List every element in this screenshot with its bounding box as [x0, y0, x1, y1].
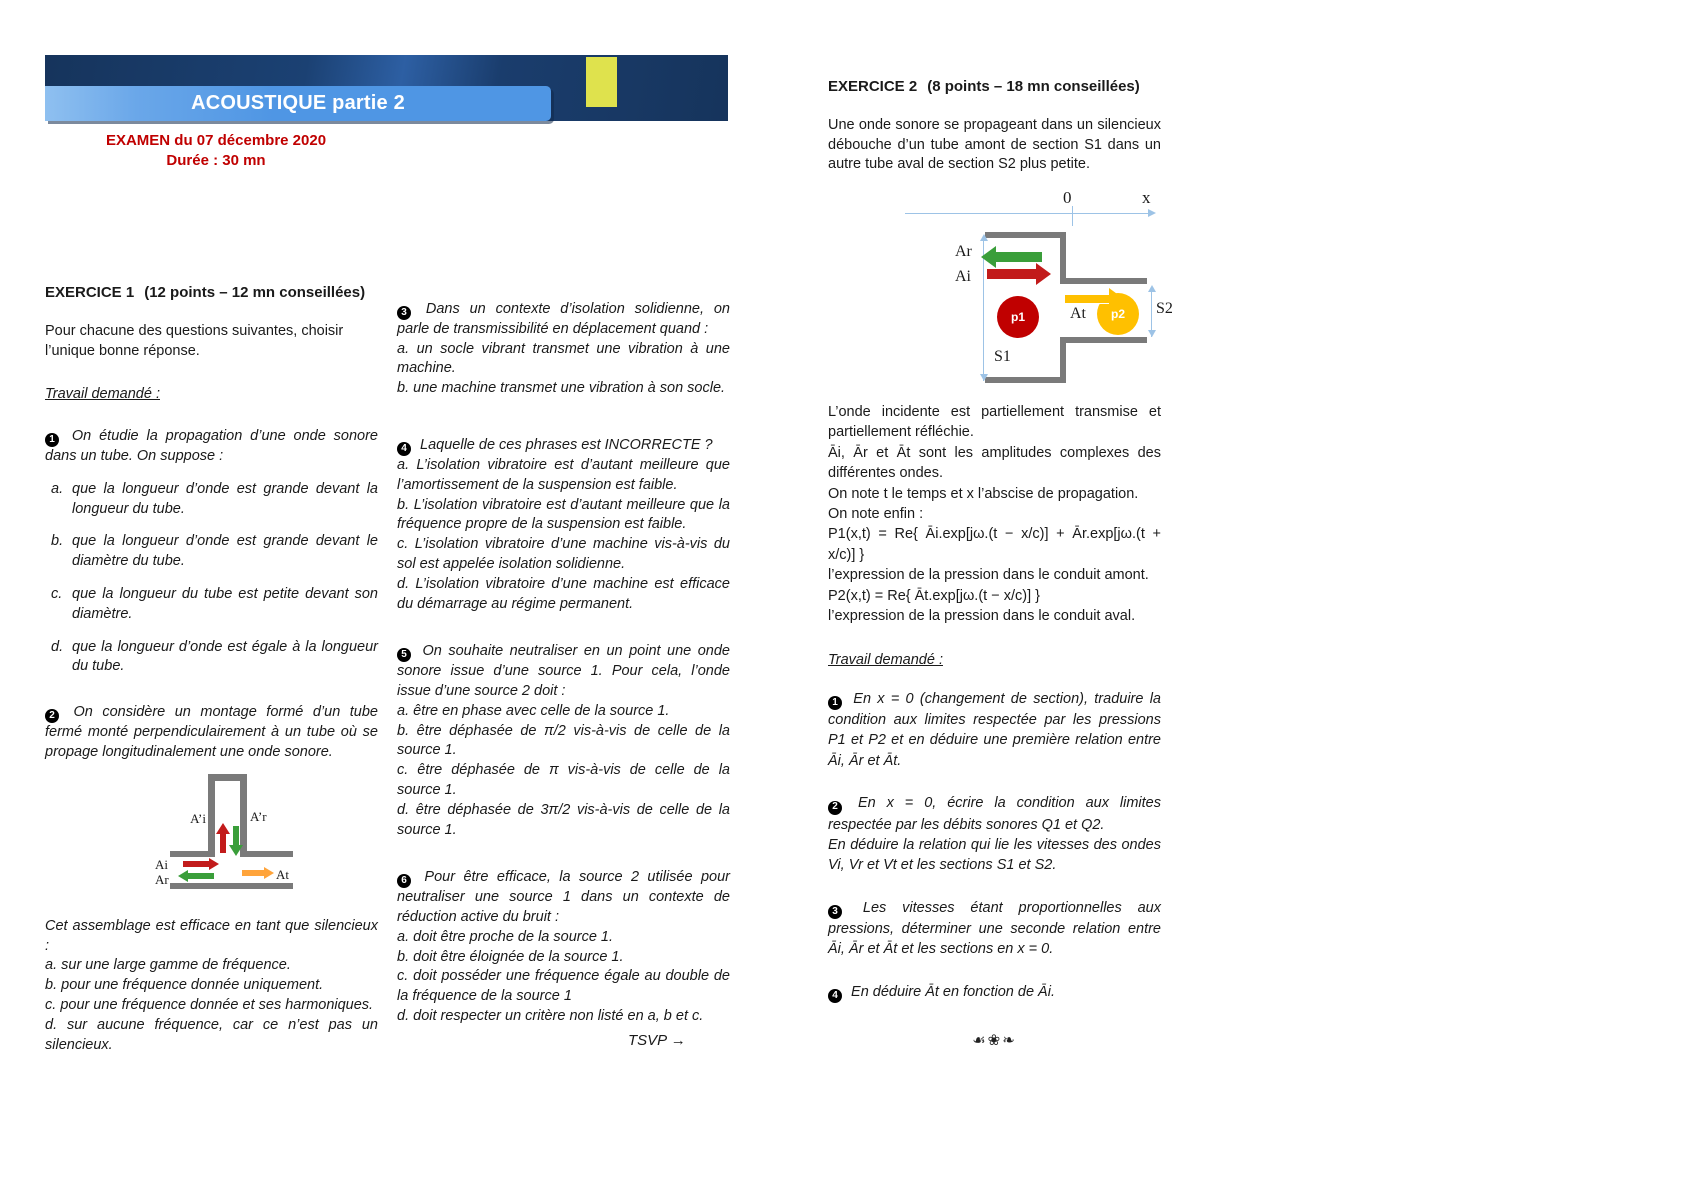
ex2-q2-number-bullet: 2: [828, 801, 842, 815]
exercice1-label: EXERCICE 1: [45, 284, 135, 301]
q6-number-bullet: 6: [397, 874, 411, 888]
q5-block: [397, 642, 730, 840]
ex2-para4: On note enfin :: [828, 506, 924, 523]
incident-up-arrow-shaft: [220, 833, 226, 853]
ex2-q3-text: 3 Les vitesses étant proportionnelles aux pressions, déterminer une seconde relation entre Āi, Ār et Āt et les sections en x = 0.: [828, 899, 1161, 958]
q2-number-bullet: 2: [45, 709, 59, 723]
step-upper-wall: [1060, 232, 1066, 284]
ex2-q2-text2: En déduire la relation qui lie les vitesses des ondes Vi, Vr et Vt et les sections S1 et S2.: [828, 836, 1161, 874]
x-axis-arrow-icon: [1148, 209, 1156, 217]
tsvp-arrow-icon: →: [670, 1032, 686, 1049]
tube-left-wall: [208, 774, 215, 857]
ar-reflected-arrow-icon: [981, 246, 996, 268]
q3-number-bullet: 3: [397, 306, 411, 320]
ex2-body: [828, 402, 1161, 1051]
q4-text: 4 Laquelle de ces phrases est INCORRECTE ?: [397, 436, 730, 456]
ex2-q1-text: 1 En x = 0 (changement de section), traduire la condition aux limites respectée par les pressions P1 et P2 et en déduire une première relation entre Āi, Ār et Āt.: [828, 690, 1161, 769]
s1-bottom-wall: [985, 377, 1066, 383]
left-page-column-1: [45, 283, 378, 1055]
duct-top-wall-right: [247, 851, 293, 857]
exercice2-points: (8 points – 18 mn conseillées): [927, 78, 1140, 95]
origin-tick: [1072, 206, 1073, 226]
q3-text: 3 Dans un contexte d’isolation solidienne, on parle de transmissibilité en déplacement quand :: [397, 301, 730, 337]
reflected-down-arrow-icon: [229, 845, 243, 856]
q1-options: [45, 480, 378, 677]
q1-option-b: b. que la longueur d’onde est grande devant le diamètre du tube.: [51, 533, 378, 570]
p2-label: p2: [1110, 307, 1125, 321]
q6-option-c: c. doit posséder une fréquence égale au double de la fréquence de la source 1: [397, 968, 730, 1005]
q6-text: 6 Pour être efficace, la source 2 utilisée pour neutraliser une source 1 dans un contexte de réduction active du bruit :: [397, 869, 730, 926]
q2-option-c: c. pour une fréquence donnée et ses harmoniques.: [45, 996, 374, 1013]
q4-option-b: b. L’isolation vibratoire est d’autant meilleure que la fréquence propre de la suspension est faible.: [397, 496, 730, 533]
p1-pressure-circle: [997, 296, 1039, 338]
ar-left-arrow-icon: [178, 870, 188, 882]
q5-number-bullet: 5: [397, 648, 411, 662]
label-a-prime-r: A’r: [250, 808, 267, 824]
ex2-duct-diagram: [870, 183, 1180, 391]
reflected-down-arrow-shaft: [233, 826, 239, 846]
q4-option-d: d. L’isolation vibratoire d’une machine est efficace du démarrage au régime permanent.: [397, 575, 730, 612]
ex2-formula2: P2(x,t) = Re{ Āt.exp[jω.(t − x/c)] }: [828, 587, 1040, 604]
at-right-arrow-icon: [264, 867, 274, 879]
ar-reflected-arrow-shaft: [996, 252, 1042, 262]
banner-yellow-accent: [586, 57, 617, 107]
q6-block: [397, 868, 730, 1026]
exercice1-heading: [45, 283, 378, 303]
q3-option-a: a. un socle vibrant transmet une vibration à une machine.: [397, 340, 730, 377]
q5-option-c: c. être déphasée de π vis-à-vis de celle de la source 1.: [397, 762, 730, 799]
label-at: At: [276, 866, 289, 882]
at-transmitted-arrow-shaft: [1065, 294, 1109, 304]
q2-option-a: a. sur une large gamme de fréquence.: [45, 957, 291, 974]
exercice1-points: (12 points – 12 mn conseillées): [144, 284, 366, 301]
exam-info: [45, 131, 387, 171]
ar-label: Ar: [955, 243, 972, 260]
q1-option-c: c. que la longueur du tube est petite devant son diamètre.: [51, 586, 378, 622]
q2-option-d: d. sur aucune fréquence, car ce n’est pas un silencieux.: [45, 1016, 378, 1053]
ex2-para3: On note t le temps et x l’abscise de propagation.: [828, 485, 1139, 502]
s2-dim-arrow-up-icon: [1148, 285, 1156, 292]
ex2-formula1-caption: l’expression de la pression dans le conduit amont.: [828, 567, 1149, 584]
duct-top-wall-left: [170, 851, 208, 857]
exam-date: EXAMEN du 07 décembre 2020: [105, 132, 327, 149]
ex2-q4-text: 4 En déduire Āt en fonction de Āi.: [828, 982, 1161, 1003]
travail-demande-1: Travail demandé :: [45, 386, 160, 403]
exercice2-heading: [828, 77, 1161, 97]
p1-label: p1: [1010, 310, 1025, 324]
axis-origin-label: 0: [1063, 188, 1072, 207]
tsvp-note: [628, 1032, 686, 1049]
ai-label: Ai: [955, 268, 971, 285]
q1-text: 1 On étudie la propagation d’une onde sonore dans un tube. On suppose :: [45, 428, 378, 465]
exam-duration: Durée : 30 mn: [166, 152, 266, 169]
at-right-arrow-shaft: [242, 870, 264, 876]
ar-left-arrow-shaft: [188, 873, 214, 879]
s1-label: S1: [994, 348, 1011, 365]
q4-number-bullet: 4: [397, 442, 411, 456]
at-label: At: [1070, 305, 1086, 322]
s1-top-wall: [985, 232, 1066, 238]
tsvp-label: TSVP: [628, 1032, 667, 1049]
exercice2-label: EXERCICE 2: [828, 78, 918, 95]
q5-text: 5 On souhaite neutraliser en un point une onde sonore issue d’une source 1. Pour cela, l’onde issue d’une source 2 doit :: [397, 643, 730, 700]
ai-incident-arrow-shaft: [987, 269, 1036, 279]
ex2-q2-text: 2 En x = 0, écrire la condition aux limites respectée par les débits sonores Q1 et Q2.: [828, 795, 1161, 833]
at-transmitted-arrow-icon: [1109, 288, 1124, 310]
s2-top-wall: [1060, 278, 1147, 284]
q2-statement-block: [45, 917, 378, 1056]
q1-option-d: d. que la longueur d’onde est égale à la longueur du tube.: [51, 638, 378, 675]
label-ai: Ai: [155, 856, 168, 872]
ai-incident-arrow-icon: [1036, 263, 1051, 285]
ex2-q3-number-bullet: 3: [828, 905, 842, 919]
left-page-column-2: [397, 300, 730, 1027]
travail-demande-2: Travail demandé :: [828, 652, 943, 669]
q4-block: [397, 436, 730, 614]
end-ornament-icon: ☙❀❧: [972, 1031, 1017, 1049]
s2-dim-arrow-down-icon: [1148, 330, 1156, 337]
q2-option-b: b. pour une fréquence donnée uniquement.: [45, 977, 324, 994]
q3-option-b: b. une machine transmet une vibration à son socle.: [397, 380, 726, 397]
label-ar: Ar: [155, 871, 169, 887]
axis-x-label: x: [1142, 188, 1151, 207]
q4-option-c: c. L’isolation vibratoire d’une machine vis-à-vis du sol est appelée isolation solidienne.: [397, 536, 730, 572]
ai-right-arrow-shaft: [183, 861, 209, 867]
exercice1-intro: Pour chacune des questions suivantes, choisir l’unique bonne réponse.: [45, 322, 344, 359]
ex2-q1-number-bullet: 1: [828, 696, 842, 710]
q5-option-d: d. être déphasée de 3π/2 vis-à-vis de celle de la source 1.: [397, 801, 730, 838]
exercice2-intro: Une onde sonore se propageant dans un silencieux débouche d’un tube amont de section S1 dans un autre tube aval de section S2 plus petite.: [828, 116, 1161, 173]
q4-option-a: a. L’isolation vibratoire est d’autant meilleure que l’amortissement de la suspension est faible.: [397, 456, 730, 493]
q6-option-a: a. doit être proche de la source 1.: [397, 928, 614, 945]
ex2-formula2-caption: l’expression de la pression dans le conduit aval.: [828, 608, 1136, 625]
duct-bottom-wall: [170, 883, 293, 889]
ex2-q4-number-bullet: 4: [828, 989, 842, 1003]
q6-option-b: b. doit être éloignée de la source 1.: [397, 948, 624, 965]
q5-option-b: b. être déphasée de π/2 vis-à-vis de celle de la source 1.: [397, 722, 730, 759]
title-banner: [45, 55, 728, 121]
banner-title-bar: [45, 86, 551, 121]
s1-dim-arrow-down-icon: [980, 374, 988, 381]
q6-option-d: d. doit respecter un critère non listé en a, b et c.: [397, 1008, 704, 1025]
q2-tube-diagram: [155, 771, 307, 897]
ex2-para2: Āi, Ār et Āt sont les amplitudes complexes des différentes ondes.: [828, 444, 1161, 482]
right-page-column: [828, 77, 1161, 175]
ai-right-arrow-icon: [209, 858, 219, 870]
s2-label: S2: [1156, 300, 1173, 317]
q1-number-bullet: 1: [45, 433, 59, 447]
s1-dim-arrow-up-icon: [980, 234, 988, 241]
s2-bottom-wall: [1060, 337, 1147, 343]
q1-option-a: a. que la longueur d’onde est grande devant la longueur du tube.: [51, 480, 378, 517]
q2-statement: Cet assemblage est efficace en tant que silencieux :: [45, 917, 378, 954]
q5-option-a: a. être en phase avec celle de la source 1.: [397, 702, 670, 719]
document-title: ACOUSTIQUE partie 2: [191, 92, 405, 114]
ex2-q2-block: [828, 793, 1161, 875]
q3-block: [397, 300, 730, 399]
x-axis-line: [905, 213, 1148, 214]
ex2-formula1: P1(x,t) = Re{ Āi.exp[jω.(t − x/c)] + Ār.exp[jω.(t + x/c)] }: [828, 526, 1161, 563]
ex2-para1: L’onde incidente est partiellement transmise et partiellement réfléchie.: [828, 404, 1161, 441]
q2-text: 2 On considère un montage formé d’un tube fermé monté perpendiculairement à un tube où se propage longitudinalement une onde sonore.: [45, 704, 378, 760]
label-a-prime-i: A’i: [190, 810, 206, 826]
